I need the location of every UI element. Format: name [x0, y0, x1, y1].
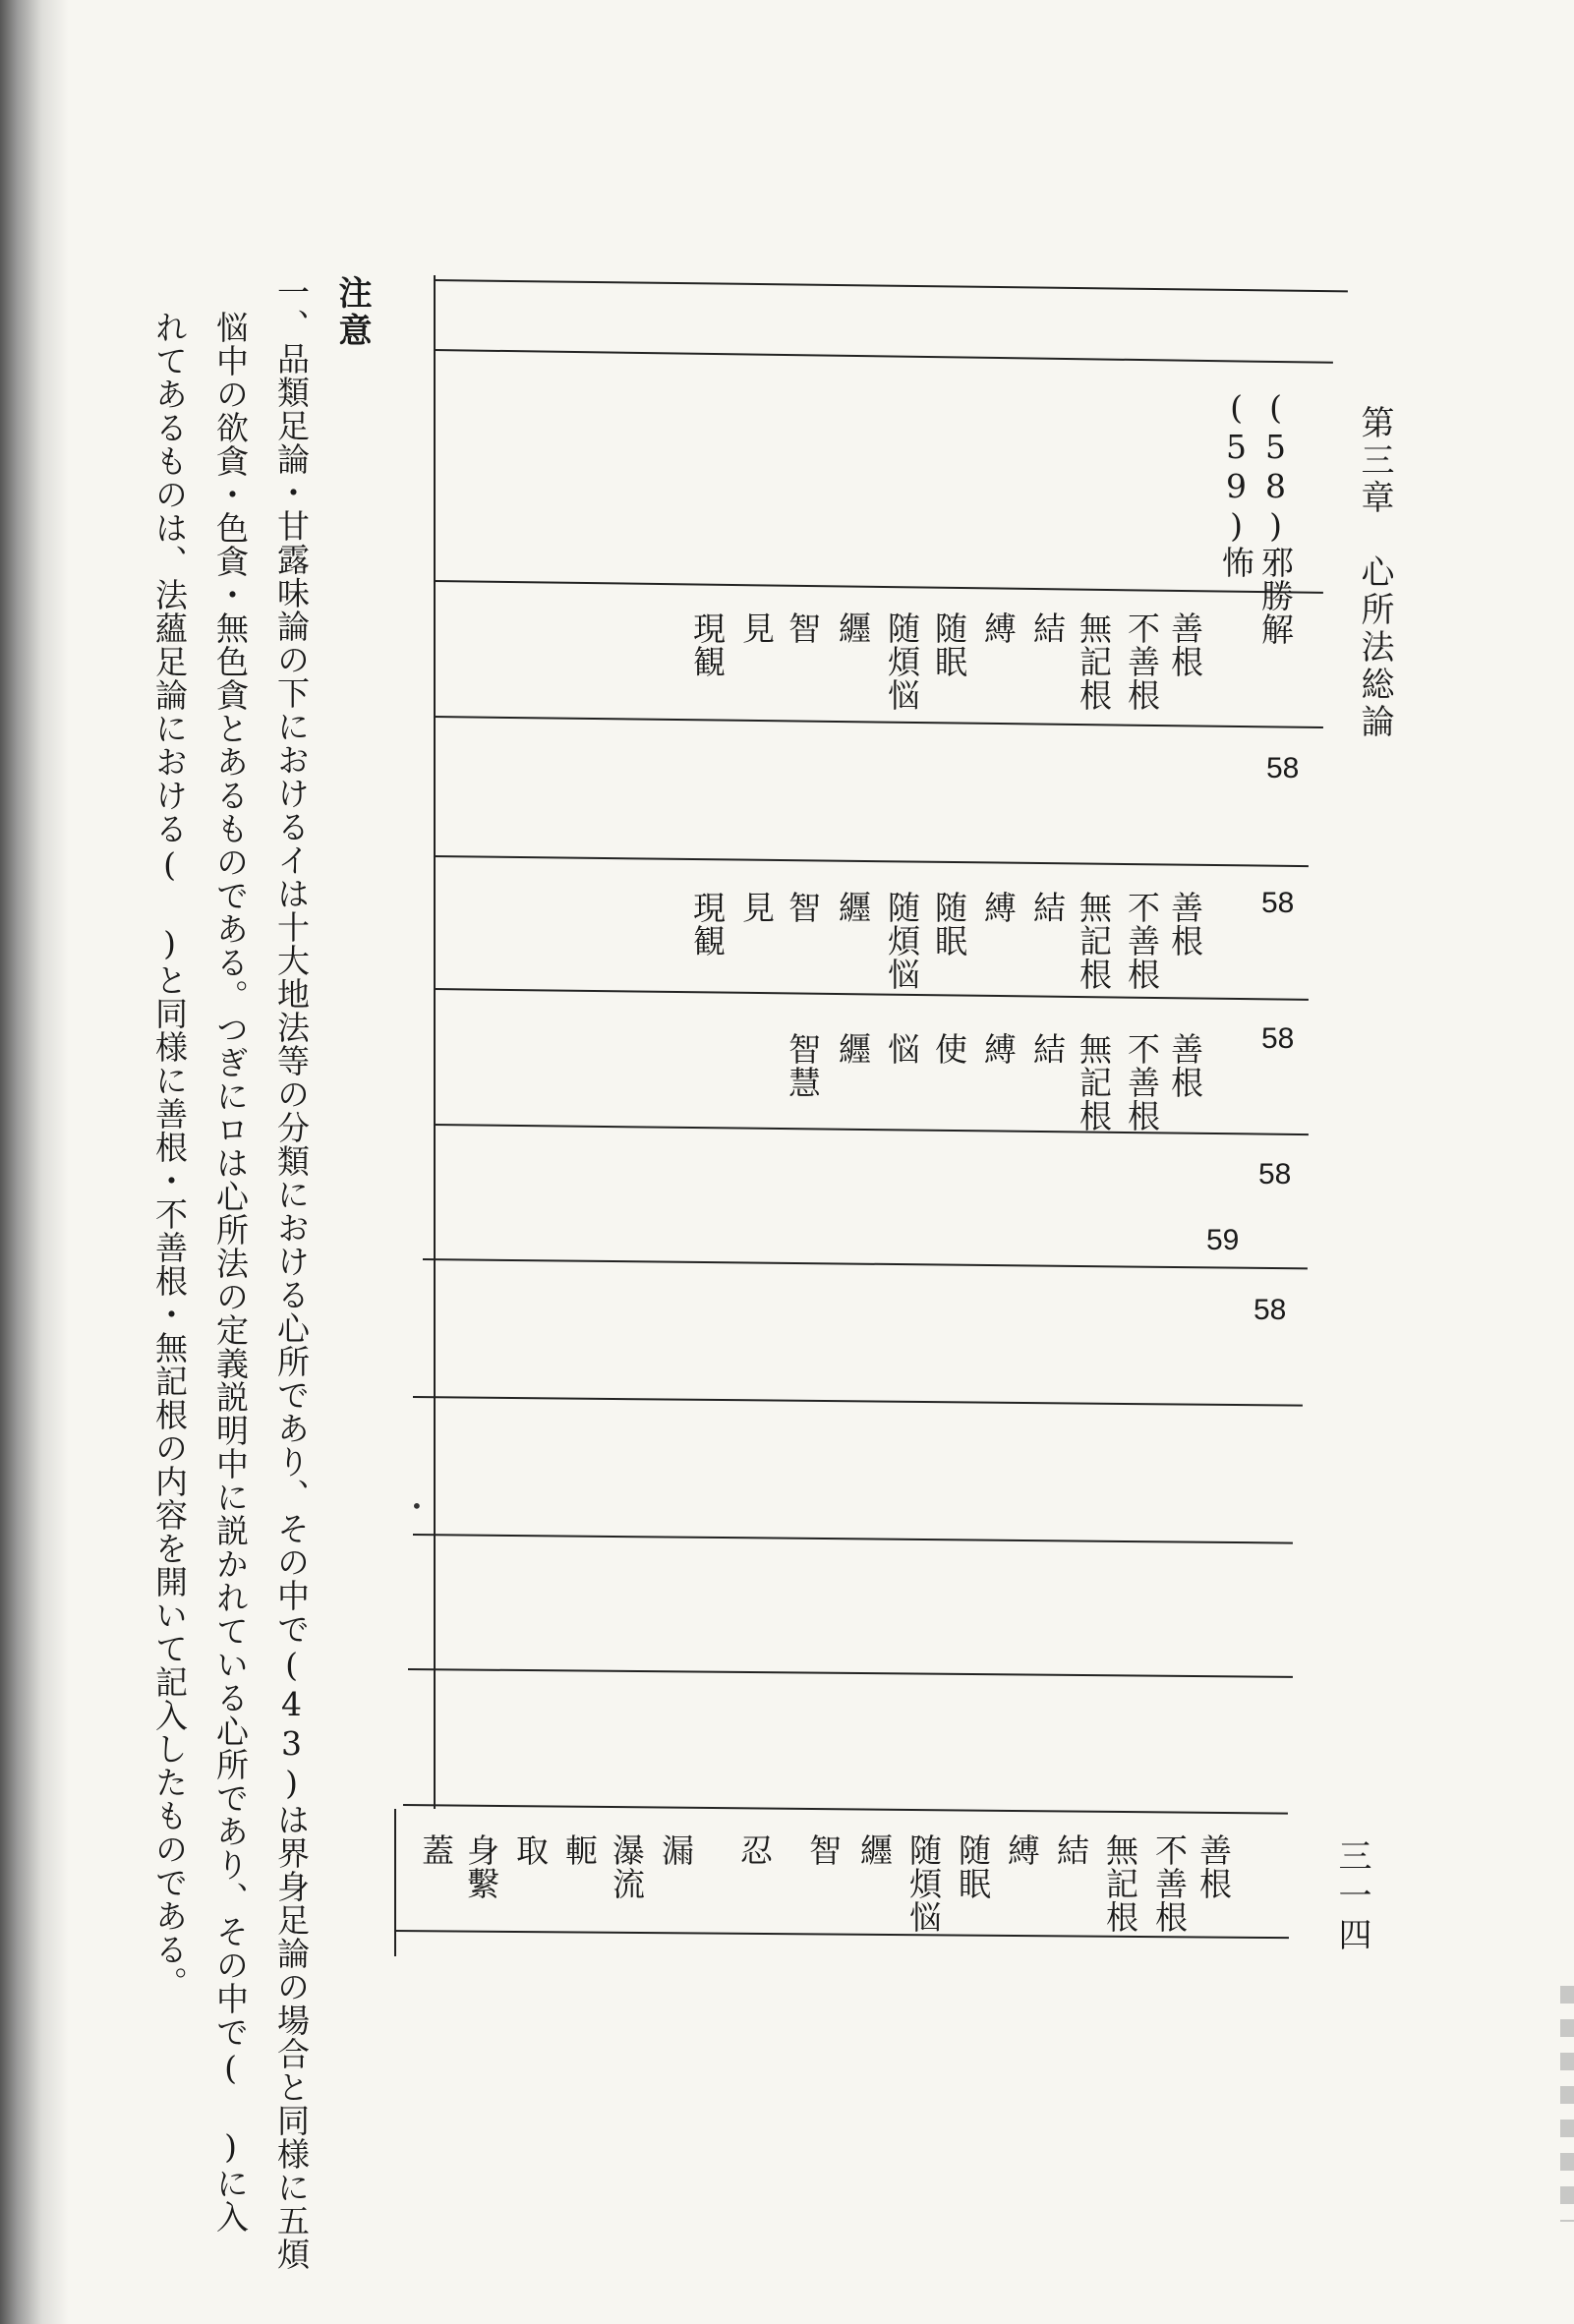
table-rule-10	[413, 1534, 1293, 1544]
r3-number: 58	[1266, 752, 1300, 784]
entry-58: (58)邪勝解	[1256, 388, 1295, 646]
table-rule-11	[408, 1668, 1293, 1678]
stray-mark: •	[411, 1494, 423, 1518]
r5-number: 58	[1261, 1022, 1295, 1055]
r5-item-2: 不善根	[1123, 1032, 1161, 1133]
r10-item-6: 随眠	[954, 1833, 992, 1900]
r2-item-9: 智	[784, 611, 822, 645]
r10-item-2: 不善根	[1150, 1833, 1189, 1934]
r2-item-11: 現観	[688, 611, 727, 678]
r4-item-11: 現観	[688, 891, 727, 958]
scan-shadow-left	[0, 0, 69, 2324]
table-rule-3	[434, 580, 1323, 594]
r2-item-8: 纒	[834, 611, 872, 645]
r4-item-8: 纒	[834, 891, 872, 924]
table-left-border	[434, 275, 436, 1809]
r4-item-4: 結	[1028, 891, 1067, 924]
table-rule-4	[434, 716, 1323, 728]
r10-item-1: 善根	[1195, 1833, 1233, 1900]
table-rule-6	[434, 988, 1309, 1001]
r4-item-2: 不善根	[1123, 891, 1161, 991]
r5-item-5: 縛	[979, 1032, 1018, 1066]
r4-number: 58	[1261, 887, 1295, 919]
r10-item-10: 忍	[735, 1833, 774, 1867]
r2-item-7: 随煩悩	[883, 611, 921, 712]
r5-item-4: 結	[1028, 1032, 1067, 1066]
r5-item-3: 無記根	[1075, 1032, 1113, 1133]
table-rule-2	[434, 349, 1333, 364]
chapter-header: 第三章 心所法総論	[1355, 405, 1394, 741]
r10-item-15: 身繫	[462, 1833, 500, 1900]
table-rule-5	[434, 855, 1309, 867]
r4-item-10: 見	[737, 891, 776, 924]
r4-item-5: 縛	[979, 891, 1018, 924]
r2-item-10: 見	[737, 611, 776, 645]
r4-item-6: 随眠	[930, 891, 968, 958]
r10-item-4: 結	[1052, 1833, 1090, 1867]
r5-item-8: 纒	[834, 1032, 872, 1066]
r10-item-5: 縛	[1003, 1833, 1041, 1867]
notes-line-1: 一、品類足論・甘露味論の下におけるイは十大地法等の分類における心所であり、その中で(43)は界身足論の場合と同様に五煩	[272, 275, 311, 2271]
r6-number-a: 58	[1258, 1158, 1292, 1191]
scan-shadow-right	[1560, 1986, 1574, 2222]
entry-59: (59)怖	[1217, 388, 1255, 579]
r10-item-16: 蓋	[417, 1833, 455, 1867]
table-rule-7	[434, 1124, 1309, 1135]
r10-item-7: 随煩悩	[904, 1833, 943, 1934]
table-rule-1	[434, 279, 1348, 292]
notes-line-2: 悩中の欲貪・色貪・無色貪とあるものである。つぎにロは心所法の定義説明中に説かれている心所であり、その中で( )に入	[211, 311, 250, 2234]
r6-number-b: 59	[1206, 1224, 1240, 1256]
r2-item-4: 結	[1028, 611, 1067, 645]
r2-item-1: 善根	[1166, 611, 1204, 678]
r10-item-9: 智	[804, 1833, 843, 1867]
r2-item-3: 無記根	[1075, 611, 1113, 712]
r10-item-14: 取	[511, 1833, 550, 1867]
table-left-border-bottom	[394, 1809, 396, 1956]
r4-item-1: 善根	[1166, 891, 1204, 958]
notes-title: 注意	[332, 275, 372, 350]
r10-item-8: 纒	[855, 1833, 894, 1867]
table-rule-12	[403, 1804, 1288, 1815]
r5-item-6: 使	[930, 1032, 968, 1066]
r10-item-13: 軛	[560, 1833, 599, 1867]
r4-item-9: 智	[784, 891, 822, 924]
r5-item-7: 悩	[883, 1032, 921, 1066]
r7-number: 58	[1253, 1294, 1287, 1326]
notes-line-3: れてあるものは、法蘊足論における( )と同様に善根・不善根・無記根の内容を開いて記入したものである。	[150, 311, 189, 2000]
page-number: 三一四	[1332, 1838, 1371, 1956]
r2-item-5: 縛	[979, 611, 1018, 645]
r4-item-3: 無記根	[1075, 891, 1113, 991]
r2-item-2: 不善根	[1123, 611, 1161, 712]
r10-item-3: 無記根	[1101, 1833, 1139, 1934]
r5-item-1: 善根	[1166, 1032, 1204, 1099]
table-rule-9	[413, 1396, 1303, 1407]
r10-item-11: 漏	[657, 1833, 695, 1867]
r4-item-7: 随煩悩	[883, 891, 921, 991]
r2-item-6: 随眠	[930, 611, 968, 678]
r10-item-12: 瀑流	[608, 1833, 646, 1900]
r5-item-9: 智慧	[784, 1032, 822, 1099]
table-rule-8	[423, 1258, 1308, 1269]
